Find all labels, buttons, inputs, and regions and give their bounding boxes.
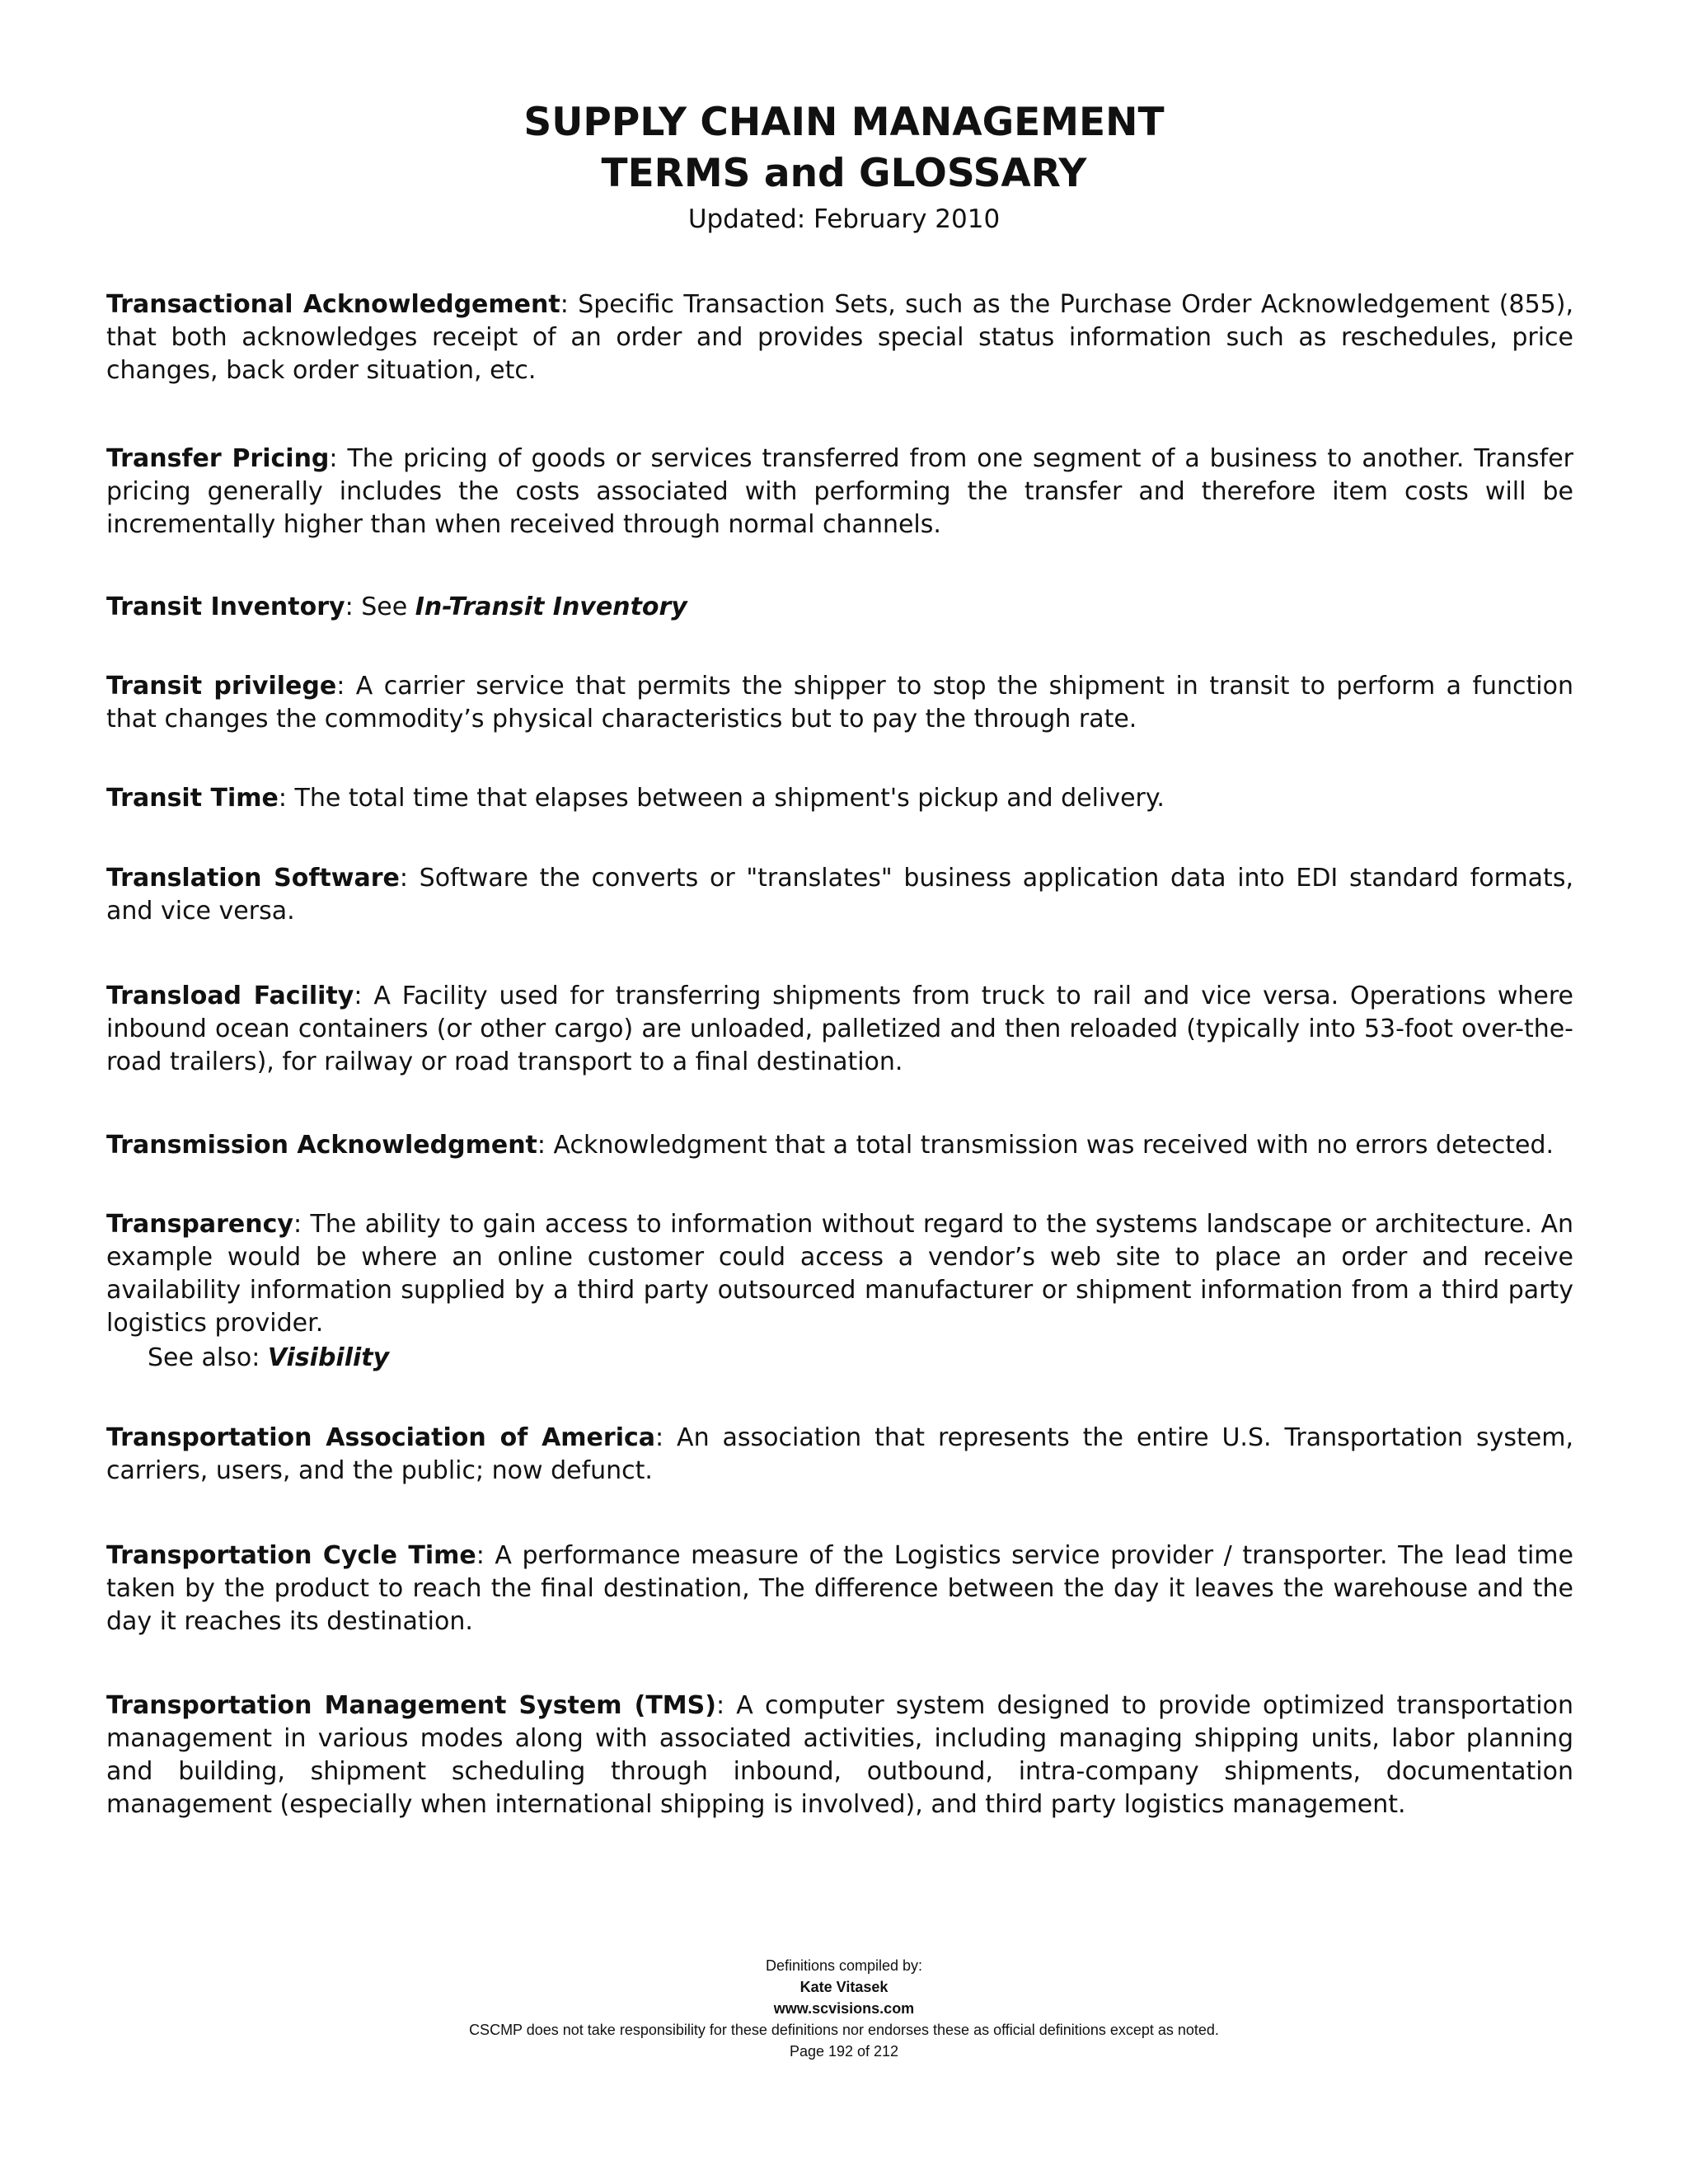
entry-term: Transactional Acknowledgement <box>106 290 560 319</box>
glossary-entry-transparency <box>106 1208 1573 1340</box>
entry-separator: : <box>655 1423 678 1452</box>
entry-definition: An association that represents the entire U.S. Transportation system, carriers, users, and the public; now defunct. <box>106 1423 1573 1485</box>
entry-separator: : <box>537 1131 554 1160</box>
glossary-entry-transactional-acknowledgement <box>106 288 1573 387</box>
footer-disclaimer: CSCMP does not take responsibility for these definitions nor endorses these as official definitions except as noted. <box>469 2022 1219 2038</box>
entry-term: Transload Facility <box>106 982 354 1010</box>
entry-separator: : <box>715 1691 737 1720</box>
glossary-entry-transportation-management-system <box>106 1690 1573 1821</box>
glossary-entries <box>106 288 1573 1821</box>
entry-separator: : <box>354 982 374 1010</box>
entry-definition: A computer system designed to provide optimized transportation management in various modes along with associated activities, including managing shipping units, labor planning and building, shipment scheduling through inbound, outbound, intra-company shipments, documentation management (especially when international shipping is involved), and third party logistics management. <box>106 1691 1573 1819</box>
glossary-entry-transfer-pricing <box>106 443 1573 541</box>
entry-term: Translation Software <box>106 864 400 893</box>
entry-separator: : <box>336 672 356 701</box>
cross-reference-link: Visibility <box>267 1343 390 1372</box>
document-header <box>0 97 1688 236</box>
glossary-entry-translation-software <box>106 862 1573 928</box>
updated-date: Updated: February 2010 <box>687 204 1001 234</box>
glossary-entry-transit-time <box>106 782 1573 815</box>
entry-term: Transportation Management System (TMS) <box>106 1691 716 1720</box>
entry-term: Transit privilege <box>106 672 337 701</box>
entry-definition: Software the converts or "translates" business application data into EDI standard formats, and vice versa. <box>106 864 1573 926</box>
glossary-entry-transportation-cycle-time <box>106 1540 1573 1638</box>
entry-term: Transit Time <box>106 784 279 813</box>
see-also-label: See also: <box>148 1343 268 1372</box>
entry-separator: : <box>293 1210 311 1239</box>
see-also-note <box>148 1342 1573 1375</box>
entry-term: Transfer Pricing <box>106 444 330 473</box>
entry-term: Transportation Cycle Time <box>106 1541 476 1570</box>
entry-definition: A performance measure of the Logistics service provider / transporter. The lead time taken by the product to reach the final destination, The difference between the day it leaves the warehouse and the day it reaches its destination. <box>106 1541 1573 1636</box>
glossary-entry-transit-inventory <box>106 591 1573 624</box>
glossary-entry-transportation-association-of-america <box>106 1422 1573 1488</box>
footer-compiled-by: Definitions compiled by: <box>765 1957 923 1974</box>
document-title-line-2: TERMS and GLOSSARY <box>601 151 1087 196</box>
glossary-entry-transit-privilege <box>106 670 1573 736</box>
entry-separator: : <box>329 444 348 473</box>
footer-author: Kate Vitasek <box>799 1979 889 1995</box>
glossary-entry-transmission-acknowledgment <box>106 1129 1573 1162</box>
entry-definition: See <box>361 593 415 621</box>
entry-definition: The ability to gain access to information without regard to the systems landscape or architecture. An example would be where an online customer could access a vendor’s web site to place an order and receive availability information supplied by a third party outsourced manufacturer or shipment information from a third party logistics provider. <box>106 1210 1573 1338</box>
entry-separator: : <box>399 864 420 893</box>
entry-definition: A Facility used for transferring shipments from truck to rail and vice versa. Operations where inbound ocean containers (or other cargo) are unloaded, palletized and then reloaded (typically into 53-foot over-the-road trailers), for railway or road transport to a final destination. <box>106 982 1573 1076</box>
cross-reference-link: In-Transit Inventory <box>415 593 687 621</box>
document-title-line-1: SUPPLY CHAIN MANAGEMENT <box>523 100 1165 145</box>
page-footer <box>0 1955 1688 2062</box>
footer-website: www.scvisions.com <box>773 2000 915 2017</box>
entry-separator: : <box>560 290 579 319</box>
entry-separator: : <box>278 784 295 813</box>
entry-term: Transmission Acknowledgment <box>106 1131 537 1160</box>
entry-separator: : <box>345 593 362 621</box>
entry-definition: The total time that elapses between a shipment's pickup and delivery. <box>294 784 1165 813</box>
entry-separator: : <box>476 1541 495 1570</box>
entry-definition: The pricing of goods or services transferred from one segment of a business to another. Transfer pricing generally includes the costs associated with performing the transfer and therefore item costs will be incrementally higher than when received through normal channels. <box>106 444 1573 539</box>
entry-definition: Acknowledgment that a total transmission was received with no errors detected. <box>553 1131 1554 1160</box>
entry-term: Transit Inventory <box>106 593 345 621</box>
entry-definition: Specific Transaction Sets, such as the Purchase Order Acknowledgement (855), that both acknowledges receipt of an order and provides special status information such as reschedules, price changes, back order situation, etc. <box>106 290 1573 385</box>
entry-definition: A carrier service that permits the shipper to stop the shipment in transit to perform a function that changes the commodity’s physical characteristics but to pay the through rate. <box>106 672 1573 733</box>
footer-page-number: Page 192 of 212 <box>789 2043 899 2060</box>
glossary-entry-transload-facility <box>106 980 1573 1079</box>
entry-term: Transparency <box>106 1210 293 1239</box>
entry-term: Transportation Association of America <box>106 1423 656 1452</box>
